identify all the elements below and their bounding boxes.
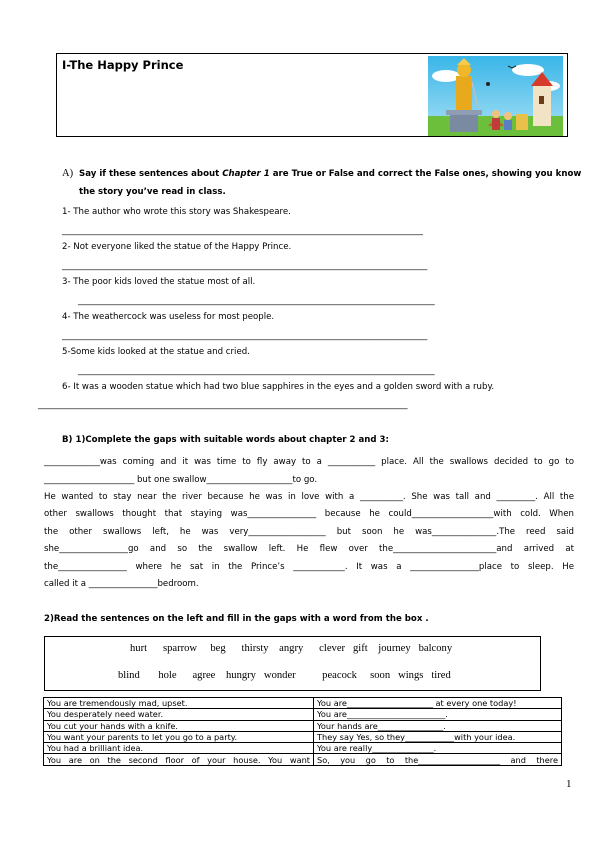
section-a-instruction <box>79 168 581 180</box>
table-row <box>44 731 562 742</box>
table-cell-right: You are________________________. <box>314 709 562 720</box>
table-cell-left: You are on the second floor of your house. You want <box>44 754 314 765</box>
sentence-2: 2- Not everyone liked the statue of the Happy Prince. <box>62 242 292 252</box>
gap-text-line-1: _____________was coming and it was time to fly away to a ___________ place. All the swallows decided to go to <box>44 457 574 467</box>
section-2-heading: 2)Read the sentences on the left and fill in the gaps with a word from the box . <box>44 614 429 624</box>
sentence-5: 5-Some kids looked at the statue and cried. <box>62 347 250 357</box>
table-cell-right: Your hands are________________. <box>314 720 562 731</box>
word-box-row-1: hurt sparrow beg thirsty angry clever gift journey balcony <box>130 643 453 654</box>
gap-text-line-4: other swallows thought that staying was________________ because he could___________________with cold. When <box>44 509 574 519</box>
gap-text-line-6: she________________go and so the swallow left. He flew over the________________________and arrived at <box>44 544 574 554</box>
word-box-row-2: blind hole agree hungry wonder peacock soon wings tired <box>118 670 451 681</box>
table-row <box>44 754 562 765</box>
table-row <box>44 698 562 709</box>
table-cell-left: You desperately need water. <box>44 709 314 720</box>
table-cell-left: You cut your hands with a knife. <box>44 720 314 731</box>
instruction-text-1: Say if these sentences about <box>79 169 223 179</box>
table-cell-right: You are_____________________ at every one today! <box>314 698 562 709</box>
section-a-instruction-line2: the story you’ve read in class. <box>79 187 226 197</box>
answer-line-6[interactable]: ______________________________________________________________________________________ <box>38 400 408 410</box>
answer-line-1[interactable]: ____________________________________________________________________________________ <box>62 226 423 236</box>
table-cell-left: You are tremendously mad, upset. <box>44 698 314 709</box>
gap-text-line-3: He wanted to stay near the river because he was in love with a __________. She was tall and _________. All the <box>44 492 574 502</box>
sentence-4: 4- The weathercock was useless for most people. <box>62 312 275 322</box>
sentence-3: 3- The poor kids loved the statue most of all. <box>62 277 256 287</box>
table-cell-left: You want your parents to let you go to a party. <box>44 731 314 742</box>
answer-line-4[interactable]: _____________________________________________________________________________________ <box>62 331 428 341</box>
answer-line-5[interactable]: ___________________________________________________________________________________ <box>78 366 435 376</box>
table-cell-right: So, you go to the____________________ and there <box>314 754 562 765</box>
section-b-heading: B) 1)Complete the gaps with suitable words about chapter 2 and 3: <box>62 435 389 445</box>
page-title: I-The Happy Prince <box>62 58 184 72</box>
sentence-6: 6- It was a wooden statue which had two blue sapphires in the eyes and a golden sword with a ruby. <box>62 382 495 392</box>
instruction-text-2: are True or False and correct the False ones, showing you know <box>269 169 582 179</box>
gap-text-line-5: the other swallows left, he was very__________________ but soon he was_______________.The reed said <box>44 527 574 537</box>
section-a-letter: A) <box>62 168 74 179</box>
happy-prince-illustration <box>428 56 563 136</box>
table-row <box>44 720 562 731</box>
table-cell-right: You are really_______________. <box>314 743 562 754</box>
table-cell-left: You had a brilliant idea. <box>44 743 314 754</box>
matching-table <box>43 697 562 766</box>
gap-text-line-7: the________________ where he sat in the Prince’s ____________. It was a ________________place to sleep. He <box>44 562 574 572</box>
page-number: 1 <box>566 778 572 790</box>
gap-text-line-8: called it a ________________bedroom. <box>44 579 199 589</box>
gap-text-line-2: _____________________ but one swallow____________________to go. <box>44 475 318 485</box>
sentence-1: 1- The author who wrote this story was Shakespeare. <box>62 207 291 217</box>
answer-line-2[interactable]: _____________________________________________________________________________________ <box>62 261 428 271</box>
table-row <box>44 709 562 720</box>
answer-line-3[interactable]: ___________________________________________________________________________________ <box>78 296 435 306</box>
table-cell-right: They say Yes, so they____________with your idea. <box>314 731 562 742</box>
table-row <box>44 743 562 754</box>
instruction-chapter: Chapter 1 <box>222 169 270 179</box>
